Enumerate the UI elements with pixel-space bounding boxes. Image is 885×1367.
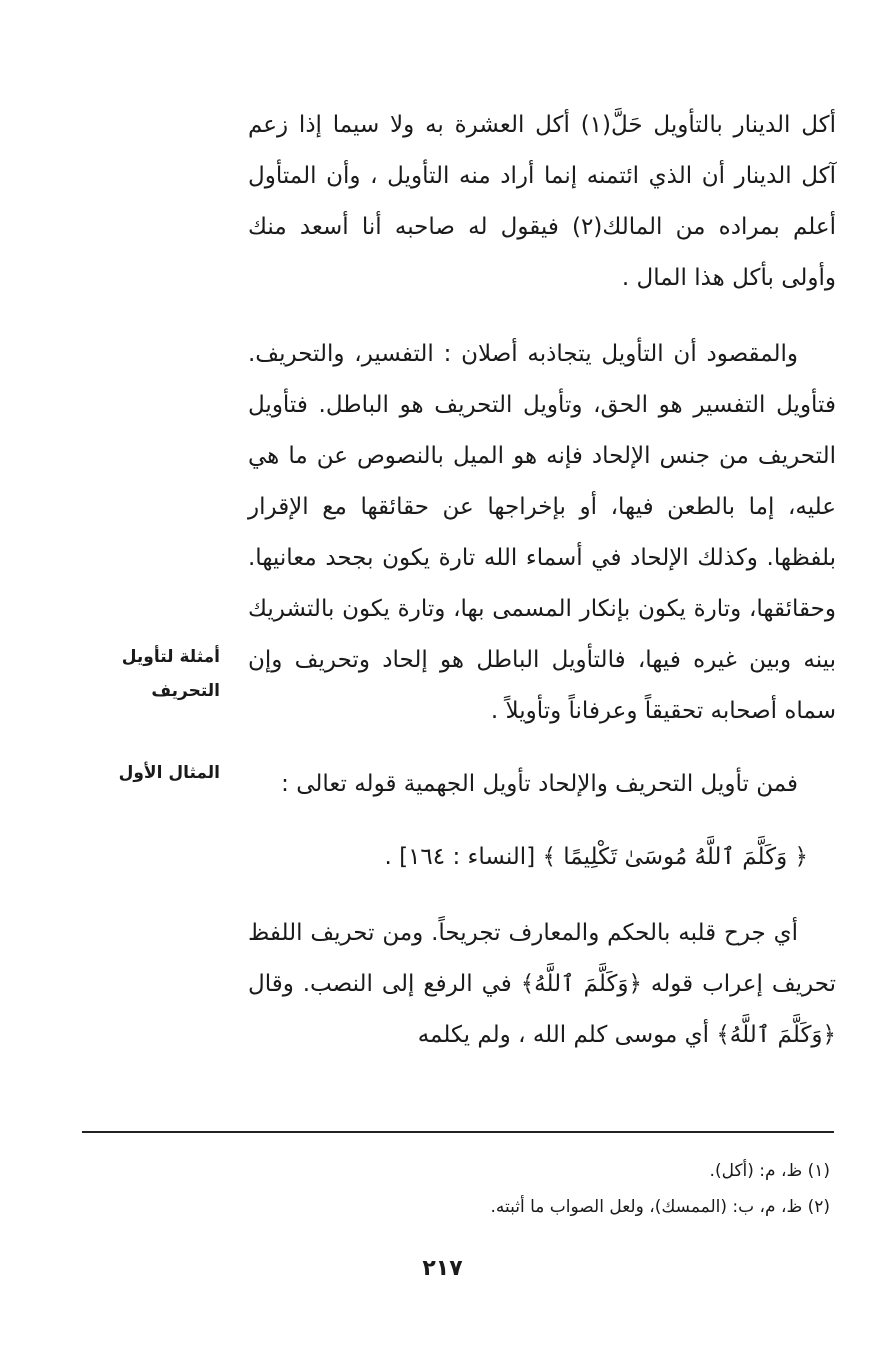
paragraph-2: والمقصود أن التأويل يتجاذبه أصلان : التفسير، والتحريف. فتأويل التفسير هو الحق، وتأويل التحريف هو الباطل. فتأويل التحريف من جنس الإلحاد فإنه هو الميل بالنصوص عن ما هي عليه، إما بالطعن فيها، أو بإخراجها عن حقائقها مع الإقرار بلفظها. وكذلك الإلحاد في أسماء الله تارة يكون بجحد معانيها. وحقائقها، وتارة يكون بإنكار المسمى بها، وتارة يكون بالتشريك بينه وبين غيره فيها، فالتأويل الباطل هو إلحاد وتحريف وإن سماه أصحابه تحقيقاً وعرفاناً وتأويلاً . bbox=[248, 341, 836, 724]
paragraph-1: أكل الدينار بالتأويل حَلَّ(١) أكل العشرة به ولا سيما إذا زعم آكل الدينار أن الذي ائتمنه إنما أراد منه التأويل ، وأن المتأول أعلم بمراده من المالك(٢) فيقول له صاحبه أنا أسعد منك وأولى بأكل هذا المال . bbox=[248, 112, 836, 291]
footnote-2: (٢) ظ، م، ب: (الممسك)، ولعل الصواب ما أثبته. bbox=[490, 1197, 830, 1217]
quran-verse: ﴿ وَكَلَّمَ ٱللَّهُ مُوسَىٰ تَكْلِيمًا ﴾ [النساء : ١٦٤] . bbox=[384, 844, 808, 870]
page-number: ٢١٧ bbox=[422, 1256, 463, 1281]
margin-note-first-example: المثال الأول bbox=[118, 763, 220, 783]
paragraph-4: أي جرح قلبه بالحكم والمعارف تجريحاً. ومن تحريف اللفظ تحريف إعراب قوله ﴿وَكَلَّمَ ٱللَّهُ﴾ في الرفع إلى النصب. وقال ﴿وَكَلَّمَ ٱللَّهُ﴾ أي موسى كلم الله ، ولم يكلمه bbox=[248, 920, 836, 1048]
footnote-divider bbox=[82, 1131, 834, 1133]
margin-note-examples: أمثلة لتأويل التحريف bbox=[121, 647, 220, 701]
paragraph-3: فمن تأويل التحريف والإلحاد تأويل الجهمية قوله تعالى : bbox=[281, 771, 798, 797]
main-text bbox=[248, 100, 836, 1061]
footnotes bbox=[200, 1153, 830, 1225]
footnote-1: (١) ظ، م: (أكل). bbox=[709, 1161, 830, 1181]
